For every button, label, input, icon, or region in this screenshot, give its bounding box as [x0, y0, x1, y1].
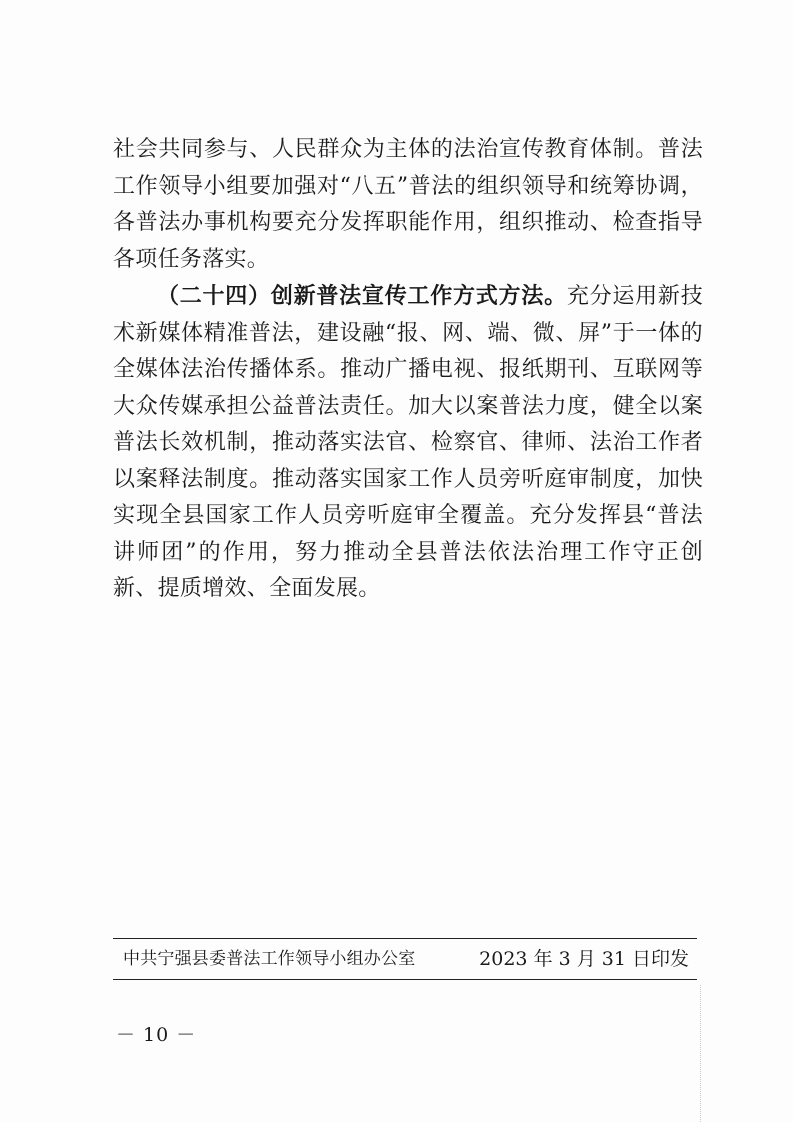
scan-edge-mark — [700, 985, 701, 1122]
paragraph-text: 充分运用新技术新媒体精准普法，建设融“报、网、端、微、屏”于一体的全媒体法治传播体系。推动广播电视、报纸期刊、互联网等大众传媒承担公益普法责任。加大以案普法力度，健全以案普法长效机制，推动落实法官、检察官、律师、法治工作者以案释法制度。推动落实国家工作人员旁听庭审制度，加快实现全县国家工作人员旁听庭审全覆盖。充分发挥县“普法讲师团”的作用，努力推动全县普法依法治理工作守正创新、提质增效、全面发展。 — [113, 284, 703, 601]
paragraph-text: 社会共同参与、人民群众为主体的法治宣传教育体制。普法工作领导小组要加强对“八五”普法的组织领导和统筹协调，各普法办事机构要充分发挥职能作用，组织推动、检查指导各项任务落实。 — [113, 137, 703, 272]
document-body — [113, 132, 703, 608]
section-heading: （二十四）创新普法宣传工作方式方法。 — [157, 283, 567, 309]
paragraph-section-24 — [113, 278, 703, 608]
footer-issue-date: 2023 年 3 月 31 日印发 — [479, 948, 689, 970]
document-footer — [113, 944, 697, 974]
paragraph-continuation — [113, 132, 703, 278]
footer-issuer: 中共宁强县委普法工作领导小组办公室 — [123, 949, 416, 969]
page-number: － 10 － — [116, 1024, 197, 1046]
footer-bottom-rule — [113, 979, 697, 980]
footer-top-rule — [113, 938, 697, 939]
